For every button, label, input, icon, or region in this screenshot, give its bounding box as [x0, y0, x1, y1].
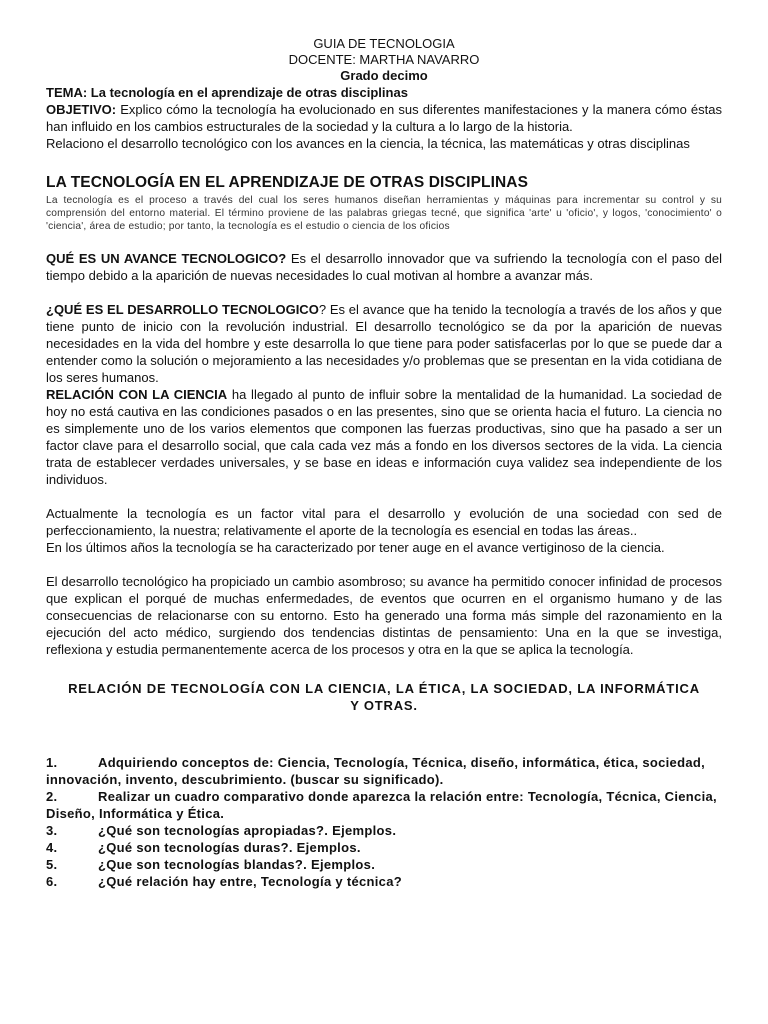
list-item — [46, 873, 722, 890]
avance-paragraph — [46, 250, 722, 284]
desarrollo-paragraph — [46, 301, 722, 386]
objetivo-paragraph-2: Relaciono el desarrollo tecnológico con los avances en la ciencia, la técnica, las matemáticas y otras disciplinas — [46, 136, 690, 151]
item-text: Adquiriendo conceptos de: Ciencia, Tecnología, Técnica, diseño, informática, ética, sociedad, innovación, invento, descubrimiento. (buscar su significado). — [46, 755, 706, 787]
list-item — [46, 839, 722, 856]
relacion-text: ha llegado al punto de influir sobre la mentalidad de la humanidad. La sociedad de hoy no está cautiva en las condiciones pasados o en las presentes, sino que se orienta hacia el futuro. La ciencia no es simplemente uno de los varios elementos que componen las fuerzas productivas, sino que ha pasado a ser un factor clave para el desarrollo social, que cala cada vez más a fondo en los diversos sectores de la vida. La ciencia trata de establecer verdades universales, y se base en ideas e información cuya validez sea independiente de los individuos. — [46, 387, 723, 487]
objetivo-paragraph — [46, 101, 722, 135]
questions-list — [46, 754, 722, 890]
item-number: 3. — [46, 823, 58, 838]
item-number: 5. — [46, 857, 58, 872]
item-number: 2. — [46, 789, 58, 804]
item-number: 1. — [46, 755, 58, 770]
guide-title: GUIA DE TECNOLOGIA — [313, 36, 455, 51]
objetivo-text: Explico cómo la tecnología ha evolucionado en sus diferentes manifestaciones y la manera cómo éstas han influido en los cambios estructurales de la sociedad y la cultura a lo largo de la historia. — [46, 102, 722, 134]
grade-label: Grado decimo — [340, 68, 428, 83]
section1-heading: LA TECNOLOGÍA EN EL APRENDIZAJE DE OTRAS DISCIPLINAS — [46, 174, 529, 191]
medico-paragraph: El desarrollo tecnológico ha propiciado un cambio asombroso; su avance ha permitido conocer infinidad de procesos que explican el porqué de muchas enfermedades, de eventos que ocurren en el organismo humano y de las consecuencias de relacionarse con su entorno. Esto ha generado una forma más simple del razonamiento en la ejecución del acto médico, surgiendo dos tendencias distintas de pensamiento: Una en la que se investiga, reflexiona y estudia permanentemente acerca de los procesos y otra en la que se aplica la tecnología. — [46, 574, 722, 657]
tema-line — [46, 84, 722, 101]
actual-paragraph: Actualmente la tecnología es un factor vital para el desarrollo y evolución de una sociedad con sed de perfeccionamiento, la nuestra; relativamente el aporte de la tecnología es esencial en todas las áreas.. — [46, 506, 722, 538]
relacion-label: RELACIÓN CON LA CIENCIA — [46, 387, 228, 402]
avance-label: QUÉ ES UN AVANCE TECNOLOGICO? — [46, 251, 287, 266]
list-item — [46, 788, 722, 822]
section2-heading: RELACIÓN DE TECNOLOGÍA CON LA CIENCIA, LA ÉTICA, LA SOCIEDAD, LA INFORMÁTICA Y OTRAS. — [68, 681, 700, 713]
item-text: ¿Que son tecnologías blandas?. Ejemplos. — [98, 857, 376, 872]
list-item — [46, 754, 722, 788]
tema-text: La tecnología en el aprendizaje de otras disciplinas — [87, 85, 408, 100]
desarrollo-label: ¿QUÉ ES EL DESARROLLO TECNOLOGICO — [46, 302, 319, 317]
teacher-name: DOCENTE: MARTHA NAVARRO — [288, 52, 480, 67]
list-item — [46, 856, 722, 873]
item-text: ¿Qué son tecnologías duras?. Ejemplos. — [98, 840, 361, 855]
section1-body: La tecnología es el proceso a través del cual los seres humanos diseñan herramientas y máquinas para incrementar su control y su comprensión del entorno material. El término proviene de las palabras griegas tecné, que significa 'arte' u 'oficio', y logos, 'conocimiento' o 'ciencia', área de estudio; por tanto, la tecnología es el estudio o ciencia de los oficios — [46, 195, 722, 232]
objetivo-label: OBJETIVO: — [46, 102, 117, 117]
item-text: ¿Qué son tecnologías apropiadas?. Ejemplos. — [98, 823, 397, 838]
item-number: 6. — [46, 874, 58, 889]
tema-label: TEMA: — [46, 85, 88, 100]
item-text: ¿Qué relación hay entre, Tecnología y técnica? — [98, 874, 402, 889]
relacion-paragraph — [46, 386, 722, 488]
ultimos-paragraph: En los últimos años la tecnología se ha caracterizado por tener auge en el avance vertiginoso de la ciencia. — [46, 540, 665, 555]
item-text: Realizar un cuadro comparativo donde aparezca la relación entre: Tecnología, Técnica, Ciencia, Diseño, Informática y Ética. — [46, 789, 717, 821]
desarrollo-text: ? Es el avance que ha tenido la tecnología a través de los años y que tiene punto de inicio con la revolución industrial. El desarrollo tecnológico se da por la aparición de nuevas necesidades en la vida del hombre y este desarrolla lo que tiene para poder satisfacerlas por lo que se puede dar a entender como la solución o mejoramiento a las necesidades y/o problemas que se presentan en la vida cotidiana de los seres humanos. — [46, 302, 722, 385]
avance-text: Es el desarrollo innovador que va sufriendo la tecnología con el paso del tiempo debido a la aparición de nuevas necesidades lo cual motivan al hombre a avanzar más. — [46, 251, 722, 283]
item-number: 4. — [46, 840, 58, 855]
list-item — [46, 822, 722, 839]
